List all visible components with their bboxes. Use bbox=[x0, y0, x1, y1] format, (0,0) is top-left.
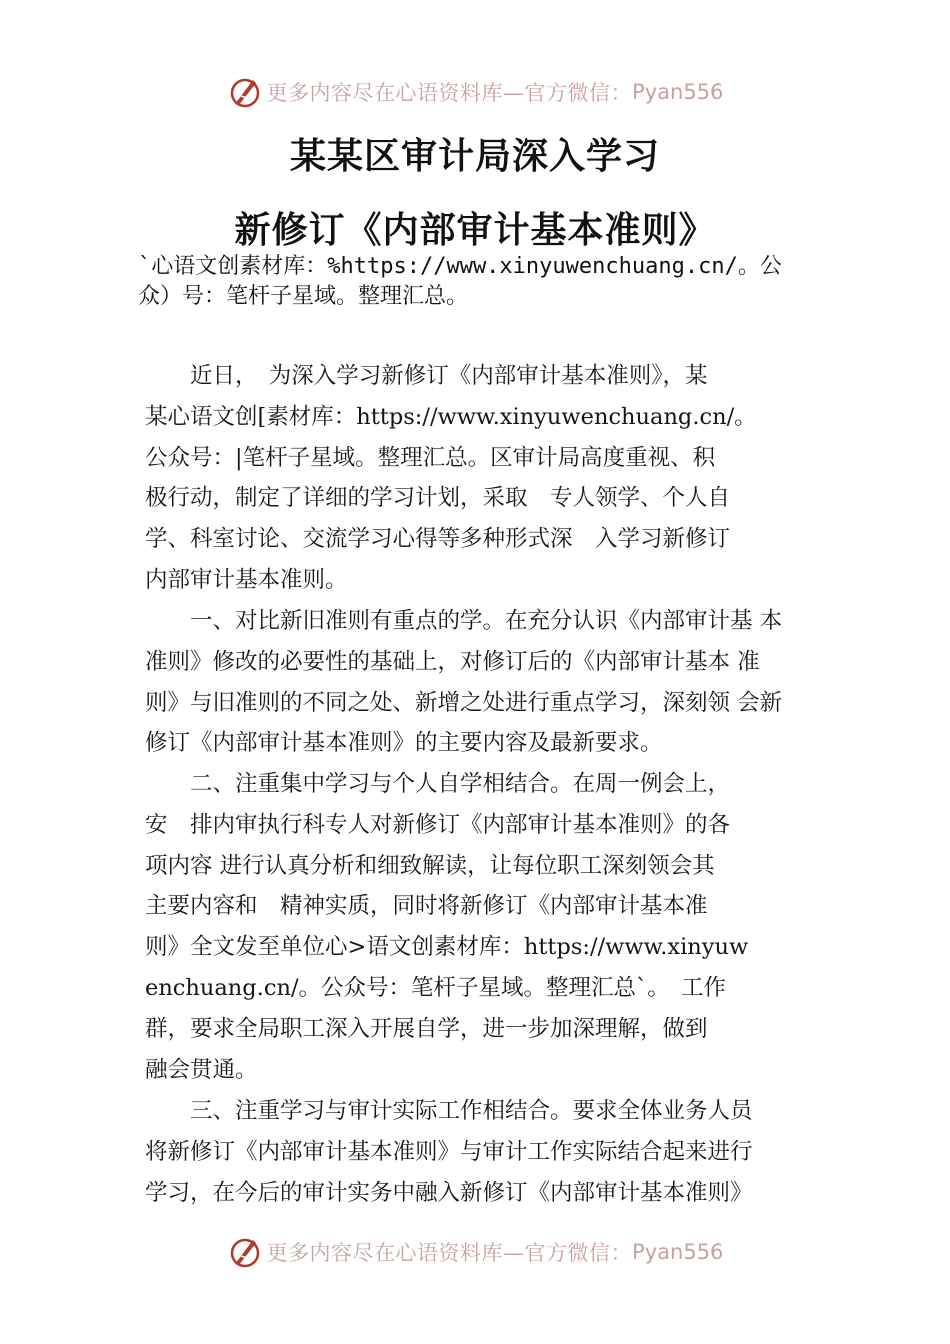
paragraph-section-1 bbox=[145, 601, 813, 764]
document-title-line-1: 某某区审计局深入学习 bbox=[289, 135, 660, 177]
paragraph-line: 融会贯通。 bbox=[145, 1056, 258, 1083]
document-title-line-2: 新修订《内部审计基本准则》 bbox=[234, 209, 716, 251]
watermark-text: 更多内容尽在心语资料库—官方微信： bbox=[266, 81, 633, 105]
source-note bbox=[138, 252, 818, 312]
paragraph-line: enchuang.cn/。公众号：笔杆子星域。整理汇总`。 工作 bbox=[145, 974, 727, 1001]
paragraph-line: 一、对比新旧准则有重点的学。在充分认识《内部审计基 本 bbox=[145, 608, 783, 634]
paragraph-intro bbox=[145, 356, 813, 601]
paragraph-line: 极行动，制定了详细的学习计划，采取 专人领学、个人自 bbox=[145, 485, 731, 512]
paragraph-line: 群，要求全局职工深入开展自学，进一步加深理解，做到 bbox=[145, 1015, 708, 1042]
paragraph-line: 主要内容和 精神实质，同时将新修订《内部审计基本准 bbox=[145, 893, 708, 920]
paragraph-line: 准则》修改的必要性的基础上，对修订后的《内部审计基本 准 bbox=[145, 648, 760, 675]
watermark-text: 更多内容尽在心语资料库—官方微信： bbox=[266, 1241, 633, 1265]
source-note-line: 众）号：笔杆子星域。整理汇总。 bbox=[138, 284, 469, 309]
paragraph-line: 则》全文发至单位心>语文创素材库：https://www.xinyuw bbox=[145, 934, 749, 961]
watermark-banner-top bbox=[0, 72, 950, 112]
paragraph-line: 则》与旧准则的不同之处、新增之处进行重点学习，深刻领 会新 bbox=[145, 689, 783, 716]
paragraph-line: 公众号：|笔杆子星域。整理汇总。区审计局高度重视、积 bbox=[145, 444, 716, 471]
quill-logo-icon bbox=[227, 1234, 263, 1270]
paragraph-line: 内部审计基本准则。 bbox=[145, 566, 348, 593]
paragraph-line: 某心语文创[素材库：https://www.xinyuwenchuang.cn/。 bbox=[145, 403, 757, 430]
paragraph-section-2 bbox=[145, 764, 813, 1090]
paragraph-line: 将新修订《内部审计基本准则》与审计工作实际结合起来进行 bbox=[145, 1138, 753, 1165]
source-note-line: `心语文创素材库：%https://www.xinyuwenchuang.cn/。公 bbox=[138, 254, 782, 279]
paragraph-line: 二、注重集中学习与个人自学相结合。在周一例会上， bbox=[145, 771, 731, 797]
paragraph-line: 项内容 进行认真分析和细致解读，让每位职工深刻领会其 bbox=[145, 852, 715, 879]
paragraph-line: 学习，在今后的审计实务中融入新修订《内部审计基本准则》 bbox=[145, 1179, 753, 1206]
watermark-banner-bottom bbox=[0, 1232, 950, 1272]
watermark-id: Pyan556 bbox=[632, 1240, 724, 1264]
paragraph-line: 安 排内审执行科专人对新修订《内部审计基本准则》的各 bbox=[145, 811, 731, 838]
watermark-id: Pyan556 bbox=[632, 80, 724, 104]
paragraph-section-3 bbox=[145, 1091, 813, 1213]
quill-logo-icon bbox=[227, 74, 263, 110]
paragraph-line: 修订《内部审计基本准则》的主要内容及最新要求。 bbox=[145, 730, 663, 757]
paragraph-line: 学、科室讨论、交流学习心得等多种形式深 入学习新修订 bbox=[145, 526, 731, 553]
paragraph-line: 三、注重学习与审计实际工作相结合。要求全体业务人员 bbox=[145, 1098, 753, 1124]
paragraph-line: 近日， 为深入学习新修订《内部审计基本准则》，某 bbox=[145, 363, 708, 389]
